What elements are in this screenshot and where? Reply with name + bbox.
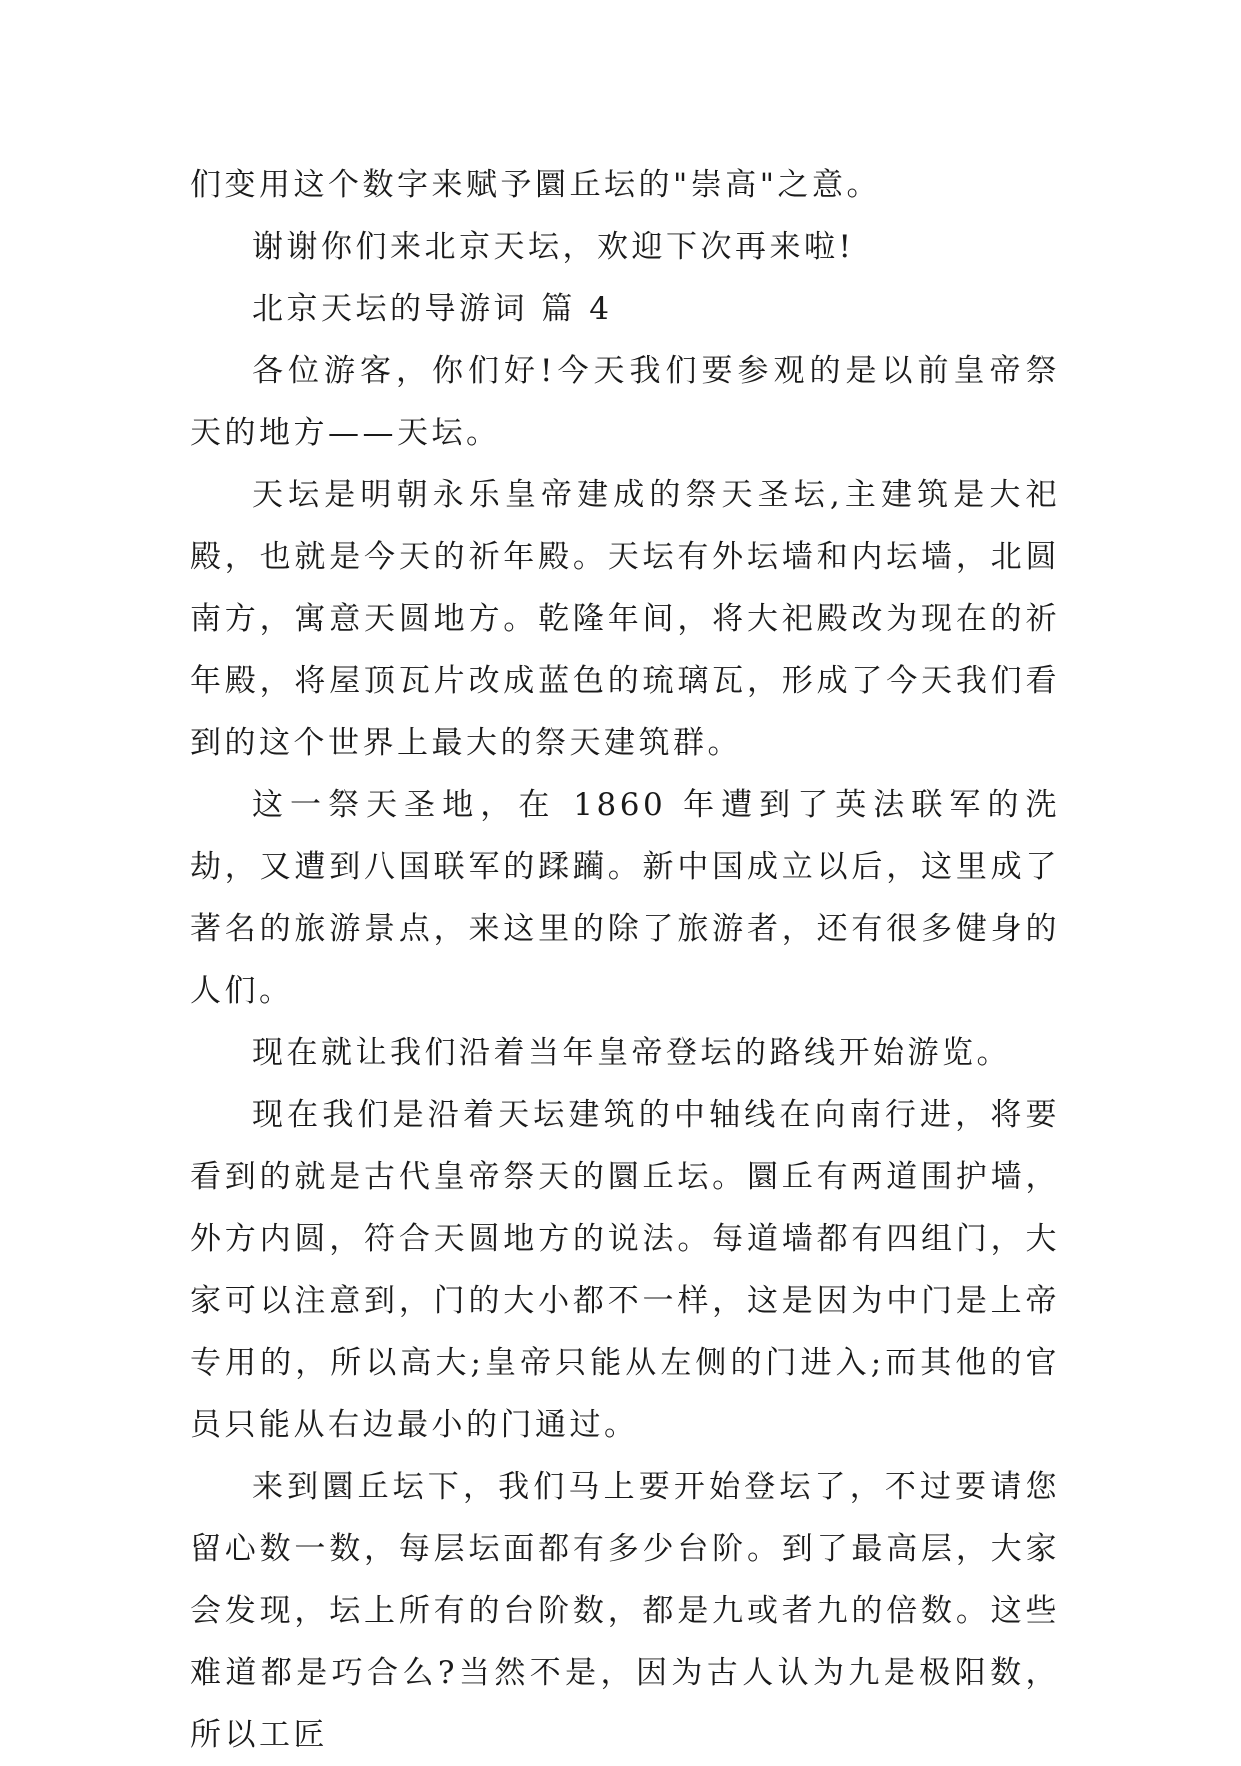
paragraph-farewell: 谢谢你们来北京天坛，欢迎下次再来啦!	[252, 229, 855, 265]
paragraph-1860: 这一祭天圣地，在 1860 年遭到了英法联军的洗劫，又遭到八国联军的蹂躏。新中国成立以后，这里成了著名的旅游景点，来这里的除了旅游者，还有很多健身的人们。	[190, 787, 1060, 1009]
paragraph-history: 天坛是明朝永乐皇帝建成的祭天圣坛,主建筑是大祀殿，也就是今天的祈年殿。天坛有外坛墙和内坛墙，北圆南方，寓意天圆地方。乾隆年间，将大祀殿改为现在的祈年殿，将屋顶瓦片改成蓝色的琉璃瓦，形成了今天我们看到的这个世界上最大的祭天建筑群。	[190, 477, 1060, 761]
document-body	[190, 154, 1060, 1766]
paragraph-tour-start: 现在就让我们沿着当年皇帝登坛的路线开始游览。	[252, 1035, 1011, 1071]
paragraph-greeting: 各位游客，你们好!今天我们要参观的是以前皇帝祭天的地方——天坛。	[190, 353, 1060, 451]
section-heading: 北京天坛的导游词 篇 4	[252, 291, 613, 327]
paragraph-axis: 现在我们是沿着天坛建筑的中轴线在向南行进，将要看到的就是古代皇帝祭天的圜丘坛。圜丘有两道围护墙，外方内圆，符合天圆地方的说法。每道墙都有四组门，大家可以注意到，门的大小都不一样，这是因为中门是上帝专用的，所以高大;皇帝只能从左侧的门进入;而其他的官员只能从右边最小的门通过。	[190, 1097, 1060, 1443]
paragraph-continuation: 们变用这个数字来赋予圜丘坛的"崇高"之意。	[190, 167, 882, 203]
paragraph-steps: 来到圜丘坛下，我们马上要开始登坛了，不过要请您留心数一数，每层坛面都有多少台阶。到了最高层，大家会发现，坛上所有的台阶数，都是九或者九的倍数。这些难道都是巧合么?当然不是，因为古人认为九是极阳数，所以工匠	[190, 1469, 1060, 1753]
